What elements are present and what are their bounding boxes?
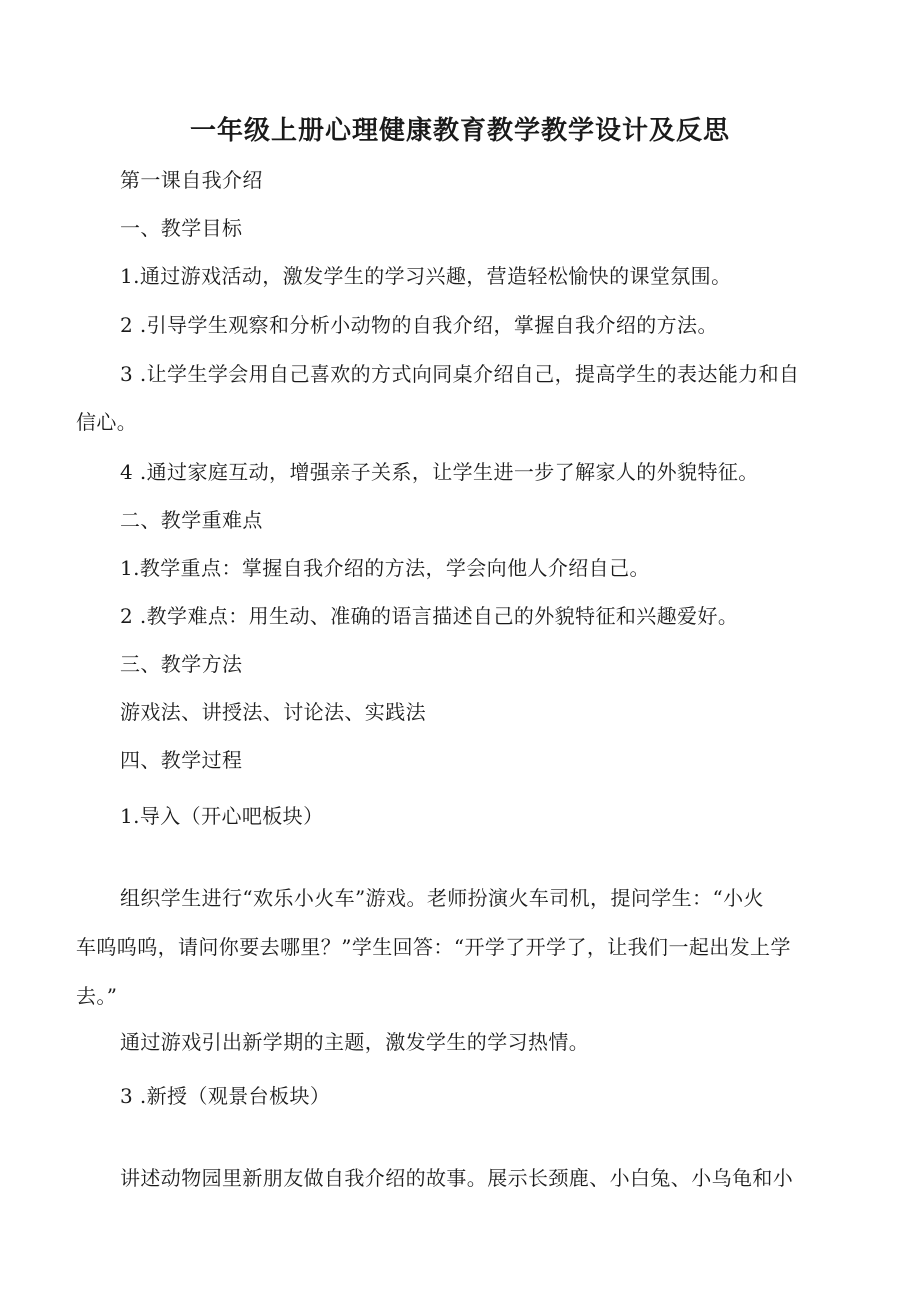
objective-item: 1.通过游戏活动，激发学生的学习兴趣，营造轻松愉快的课堂氛围。 (120, 264, 732, 288)
objective-item: 3 .让学生学会用自己喜欢的方式向同桌介绍自己，提高学生的表达能力和自 (120, 362, 800, 386)
objective-item: 2 .引导学生观察和分析小动物的自我介绍，掌握自我介绍的方法。 (120, 313, 718, 337)
paragraph-line: 通过游戏引出新学期的主题，激发学生的学习热情。 (120, 1030, 590, 1054)
section-heading-process: 四、教学过程 (120, 748, 243, 772)
objective-item: 4 .通过家庭互动，增强亲子关系，让学生进一步了解家人的外貌特征。 (120, 460, 759, 484)
process-step-new-lesson: 3 .新授（观景台板块） (120, 1084, 331, 1108)
paragraph-line: 组织学生进行“欢乐小火车”游戏。老师扮演火车司机，提问学生：“小火 (120, 886, 764, 910)
methods-text: 游戏法、讲授法、讨论法、实践法 (120, 700, 426, 724)
objective-item-continuation: 信心。 (76, 410, 138, 434)
document-title: 一年级上册心理健康教育教学教学设计及反思 (189, 116, 730, 146)
section-heading-key-points: 二、教学重难点 (120, 508, 263, 532)
paragraph-line: 车呜呜呜，请问你要去哪里？”学生回答：“开学了开学了，让我们一起出发上学 (76, 935, 791, 959)
lesson-title: 第一课自我介绍 (120, 168, 263, 192)
process-step-intro: 1.导入（开心吧板块） (120, 804, 324, 828)
paragraph-line: 讲述动物园里新朋友做自我介绍的故事。展示长颈鹿、小白兔、小乌龟和小 (120, 1166, 794, 1190)
key-point-item: 2 .教学难点：用生动、准确的语言描述自己的外貌特征和兴趣爱好。 (120, 604, 739, 628)
key-point-item: 1.教学重点：掌握自我介绍的方法，学会向他人介绍自己。 (120, 556, 650, 580)
section-heading-objectives: 一、教学目标 (120, 216, 243, 240)
section-heading-methods: 三、教学方法 (120, 652, 243, 676)
paragraph-line: 去。” (76, 984, 118, 1008)
